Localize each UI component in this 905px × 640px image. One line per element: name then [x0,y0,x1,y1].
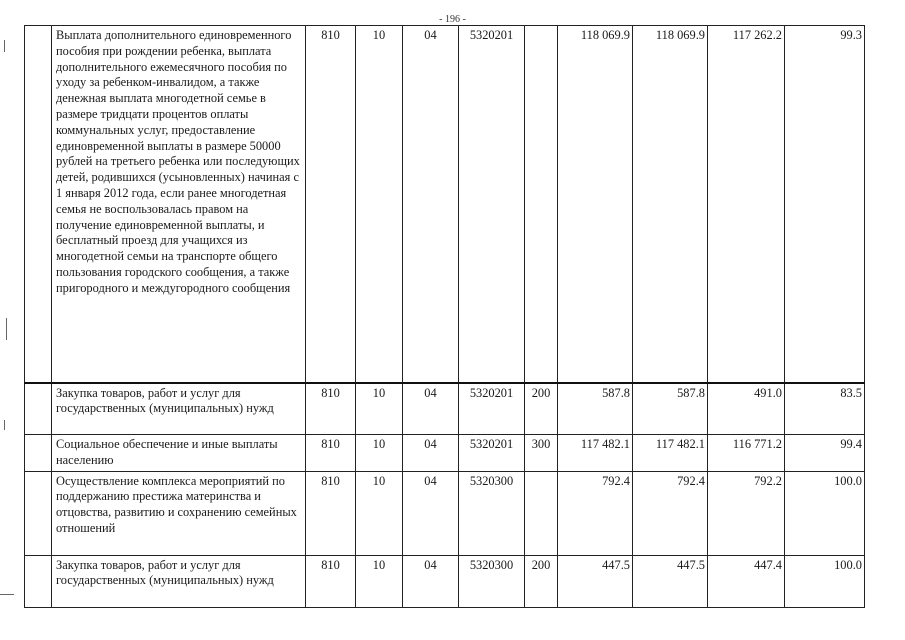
executed-amount: 447.4 [708,555,785,607]
table-row [25,435,865,472]
executed-amount: 117 262.2 [708,26,785,383]
execution-percent: 99.3 [785,26,865,383]
row-description: Выплата дополнительного единовременного пособия при рождении ребенка, выплата дополнительного ежемесячного пособия по уходу за ребенком-инвалидом, а также денежная выплата многодетной семье в размере тридцати процентов оплаты коммунальных услуг, предоставление единовременной выплаты в размере 50000 рублей на третьего ребенка или последующих детей, родившихся (усыновленных) начиная с 1 января 2012 года, если ранее многодетная семья не воспользовалась правом на получение единовременной выплаты, и бесплатный проезд для учащихся из многодетной семьи на транспорте общего пользования городского сообщения, а также пригородного и междугородного сообщения [52,26,306,383]
ministry-code: 810 [306,555,356,607]
target-code: 5320201 [459,435,525,472]
budget-table [24,25,865,608]
ministry-code: 810 [306,435,356,472]
target-code: 5320201 [459,383,525,435]
subsection-code: 04 [403,555,459,607]
execution-percent: 100.0 [785,555,865,607]
scan-margin-mark [4,420,5,430]
row-description: Закупка товаров, работ и услуг для государственных (муниципальных) нужд [52,383,306,435]
plan-amount: 587.8 [558,383,633,435]
ministry-code: 810 [306,471,356,555]
table-row [25,471,865,555]
table-row [25,555,865,607]
ministry-code: 810 [306,383,356,435]
table-row [25,26,865,383]
plan-amount: 792.4 [558,471,633,555]
revised-amount: 117 482.1 [633,435,708,472]
expense-type-code [525,26,558,383]
executed-amount: 792.2 [708,471,785,555]
subsection-code: 04 [403,383,459,435]
revised-amount: 792.4 [633,471,708,555]
target-code: 5320201 [459,26,525,383]
scan-margin-mark [4,40,5,52]
blank-cell [25,383,52,435]
target-code: 5320300 [459,471,525,555]
execution-percent: 83.5 [785,383,865,435]
executed-amount: 116 771.2 [708,435,785,472]
scan-margin-mark [6,318,7,340]
section-code: 10 [356,471,403,555]
plan-amount: 118 069.9 [558,26,633,383]
subsection-code: 04 [403,471,459,555]
revised-amount: 447.5 [633,555,708,607]
section-code: 10 [356,26,403,383]
section-code: 10 [356,435,403,472]
row-description: Социальное обеспечение и иные выплаты населению [52,435,306,472]
scan-margin-mark [0,594,14,595]
execution-percent: 100.0 [785,471,865,555]
expense-type-code [525,471,558,555]
ministry-code: 810 [306,26,356,383]
blank-cell [25,435,52,472]
plan-amount: 447.5 [558,555,633,607]
table-row [25,383,865,435]
page-number: - 196 - [439,14,466,25]
subsection-code: 04 [403,26,459,383]
subsection-code: 04 [403,435,459,472]
expense-type-code: 200 [525,555,558,607]
expense-type-code: 200 [525,383,558,435]
execution-percent: 99.4 [785,435,865,472]
target-code: 5320300 [459,555,525,607]
blank-cell [25,555,52,607]
plan-amount: 117 482.1 [558,435,633,472]
blank-cell [25,26,52,383]
blank-cell [25,471,52,555]
row-description: Закупка товаров, работ и услуг для государственных (муниципальных) нужд [52,555,306,607]
revised-amount: 587.8 [633,383,708,435]
executed-amount: 491.0 [708,383,785,435]
revised-amount: 118 069.9 [633,26,708,383]
row-description: Осуществление комплекса мероприятий по поддержанию престижа материнства и отцовства, развитию и сохранению семейных отношений [52,471,306,555]
section-code: 10 [356,383,403,435]
section-code: 10 [356,555,403,607]
expense-type-code: 300 [525,435,558,472]
